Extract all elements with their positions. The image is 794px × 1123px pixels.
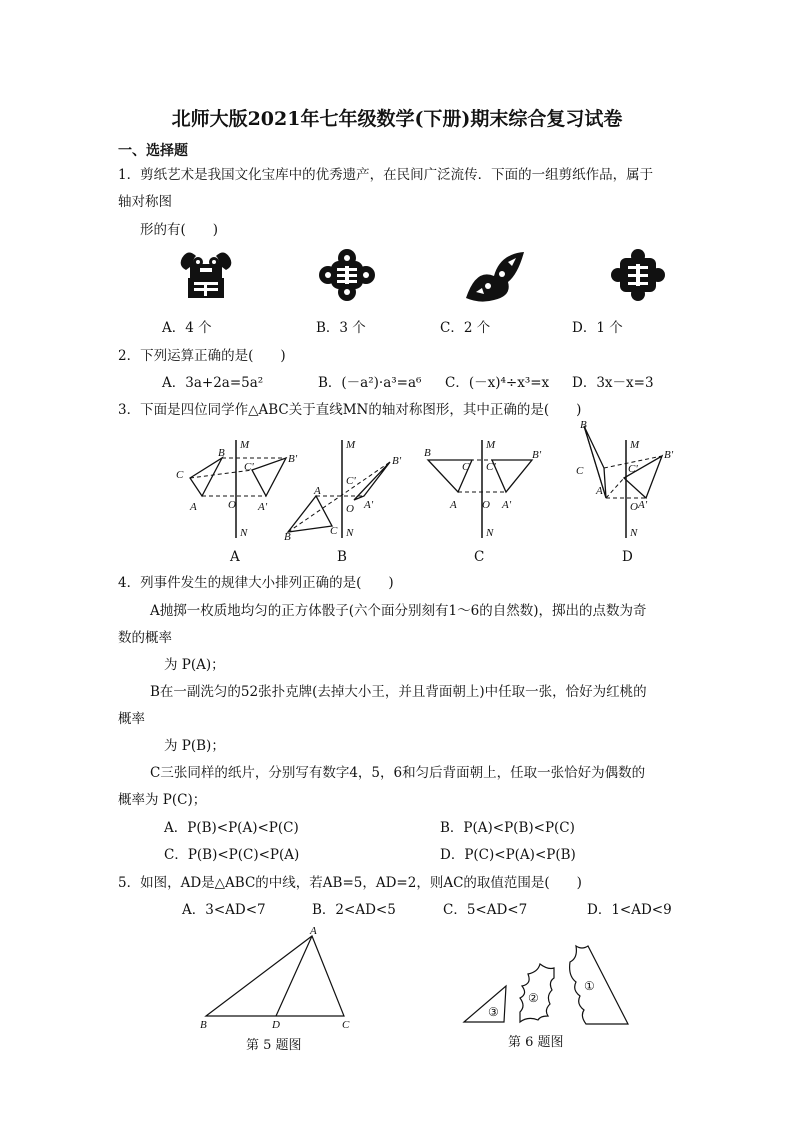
label-B-prime: B' [288,453,298,465]
label-M: M [240,439,250,451]
label-B-prime: B' [532,449,542,461]
label-B: B [580,419,587,431]
q5-option-a: A．3<AD<7 [182,902,266,918]
papercut-1-image [176,248,236,302]
q5-figure-caption: 第 5 题图 [246,1038,302,1053]
q4-event-b-line3: 为 P(B)； [164,738,225,754]
q1-option-c: C．2 个 [440,320,491,336]
label-O: O [630,501,638,513]
q3-figure-c [420,436,550,542]
label-C-prime: C' [346,475,356,487]
q5-figure [196,922,366,1032]
label-N: N [240,527,248,539]
label-M: M [486,439,496,451]
label-D: D [272,1019,280,1031]
label-B: B [218,447,225,459]
q2-option-a: A．3a+2a=5a² [162,375,264,391]
label-A: A [314,485,321,497]
q2-stem: 2．下列运算正确的是( ) [118,348,286,364]
label-A: A [450,499,457,511]
label-A: A [596,485,603,497]
piece-1-label: ① [584,979,595,993]
q1-stem-line2: 轴对称图 [118,194,172,210]
label-A-prime: A' [258,501,268,513]
piece-2-label: ② [528,991,539,1005]
label-C: C [462,461,470,473]
label-B-prime: B' [664,449,674,461]
q4-event-c-line1: C三张同样的纸片，分别写有数字4，5，6和匀后背面朝上，任取一张恰好为偶数的 [150,765,646,781]
label-C-prime: C' [486,461,496,473]
papercut-4-image [610,248,666,302]
q4-option-b: B．P(A)<P(B)<P(C) [440,820,575,836]
label-A-prime: A' [502,499,512,511]
q4-event-b-line1: B在一副洗匀的52张扑克牌(去掉大小王，并且背面朝上)中任取一张，恰好为红桃的 [150,684,647,700]
q1-option-d: D．1 个 [572,320,623,336]
label-B: B [200,1019,207,1031]
label-O: O [482,499,490,511]
label-B: B [284,531,291,543]
label-M: M [630,439,640,451]
label-B: B [424,447,431,459]
q5-option-d: D．1<AD<9 [587,902,672,918]
q3-caption-b: B [337,549,347,565]
q4-option-a: A．P(B)<P(A)<P(C) [164,820,299,836]
label-C: C [330,525,338,537]
label-A: A [190,501,197,513]
q4-event-a-line3: 为 P(A)； [164,657,225,673]
piece-3-label: ③ [488,1005,499,1019]
q5-option-c: C．5<AD<7 [443,902,528,918]
q1-stem-line1: 1．剪纸艺术是我国文化宝库中的优秀遗产，在民间广泛流传．下面的一组剪纸作品，属于 [118,167,654,183]
q5-option-b: B．2<AD<5 [312,902,396,918]
q3-figure-d [566,418,686,542]
q3-caption-a: A [230,549,240,565]
q3-figure-b [280,436,420,542]
q6-figure-caption: 第 6 题图 [508,1035,564,1050]
label-O: O [228,499,236,511]
q2-option-c: C．(－x)⁴÷x³=x [445,375,550,391]
q1-option-b: B．3 个 [316,320,366,336]
q3-caption-c: C [474,549,485,565]
label-N: N [630,527,638,539]
q1-stem-line3: 形的有( ) [140,222,219,238]
q4-event-b-line2: 概率 [118,711,145,727]
label-N: N [346,527,354,539]
q3-caption-d: D [622,549,633,565]
label-C-prime: C' [244,461,254,473]
label-N: N [486,527,494,539]
label-B-prime: B' [392,455,402,467]
page-title: 北师大版2021年七年级数学(下册)期末综合复习试卷 [171,108,623,130]
q3-stem: 3．下面是四位同学作△ABC关于直线MN的轴对称图形，其中正确的是( ) [118,402,582,418]
label-A-prime: A' [364,499,374,511]
q1-option-a: A．4 个 [162,320,212,336]
q6-figure [460,940,630,1030]
q4-option-c: C．P(B)<P(C)<P(A) [164,847,300,863]
q4-option-d: D．P(C)<P(A)<P(B) [440,847,576,863]
q4-event-a-line2: 数的概率 [118,630,172,646]
q4-event-c-line2: 概率为 P(C)； [118,792,207,808]
q2-option-b: B．(－a²)·a³=a⁶ [318,375,422,391]
label-C: C [576,465,584,477]
q2-option-d: D．3x－x=3 [572,375,654,391]
q5-stem: 5．如图，AD是△ABC的中线，若AB=5，AD=2，则AC的取值范围是( ) [118,875,582,891]
label-C-prime: C' [628,463,638,475]
papercut-2-image [316,246,378,304]
label-A-prime: A' [638,499,648,511]
papercut-3-image [462,250,528,302]
section-heading: 一、选择题 [118,143,188,159]
q4-stem: 4．列事件发生的规律大小排列正确的是( ) [118,575,394,591]
label-O: O [346,503,354,515]
label-C: C [176,469,184,481]
label-A: A [310,925,317,937]
label-M: M [346,439,356,451]
label-C: C [342,1019,350,1031]
q4-event-a-line1: A抛掷一枚质地均匀的正方体骰子(六个面分别刻有1～6的自然数)，掷出的点数为奇 [150,603,647,619]
